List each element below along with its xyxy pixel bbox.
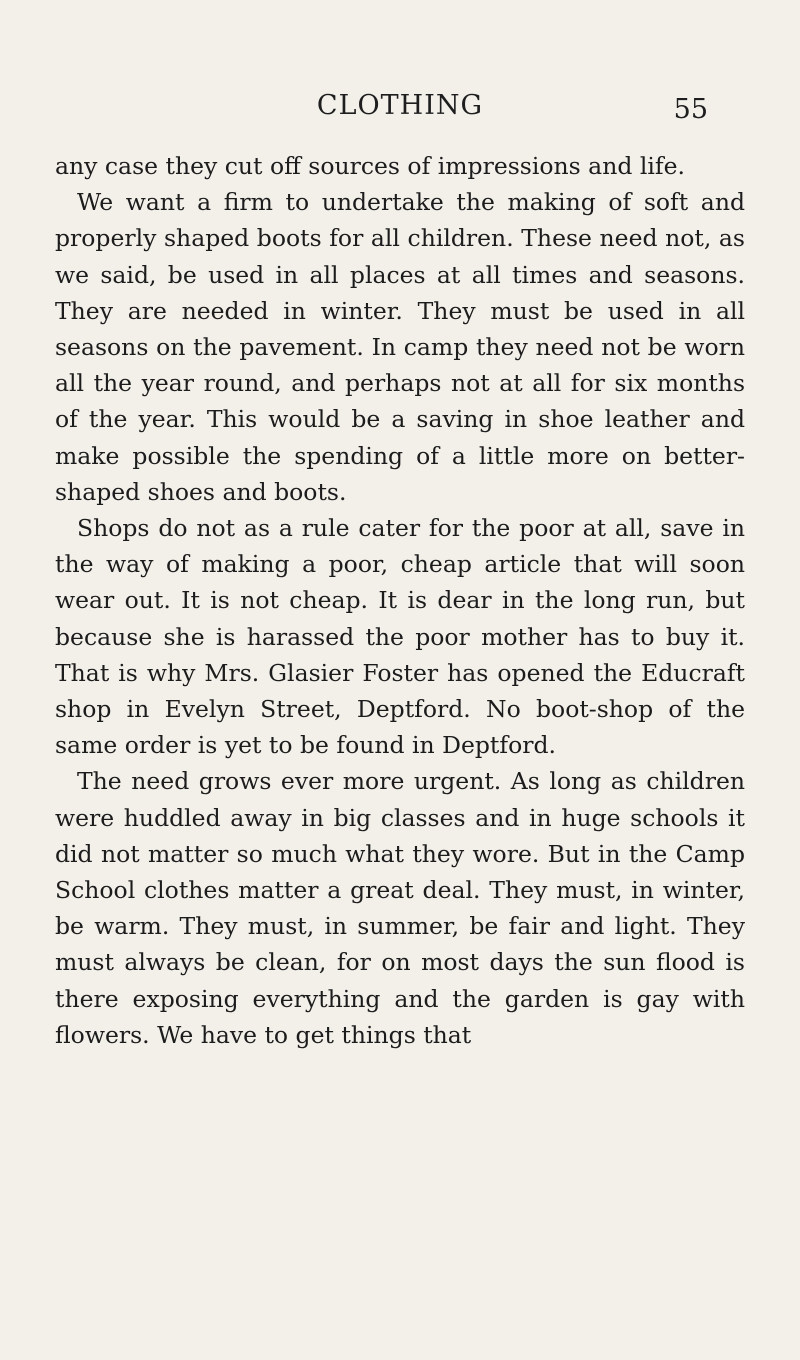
page-header [0,90,800,130]
body-text [55,148,745,1053]
paragraph: any case they cut off sources of impressions and life. [55,152,685,180]
page-number: 55 [673,94,708,125]
running-head: CLOTHING [316,90,484,121]
paragraph: We want a firm to undertake the making of soft and properly shaped boots for all children. These need not, as we said, be used in all places at all times and seasons. They are needed in winter. They must be used in all seasons on the pavement. In camp they need not be worn all the year round, and perhaps not at all for six months of the year. This would be a saving in shoe leather and make possible the spending of a little more on better-shaped shoes and boots. [55,188,745,506]
paragraph: The need grows ever more urgent. As long as children were huddled away in big classes and in huge schools it did not matter so much what they wore. But in the Camp School clothes matter a great deal. They must, in winter, be warm. They must, in summer, be fair and light. They must always be clean, for on most days the sun flood is there exposing everything and the garden is gay with flowers. We have to get things that [55,767,745,1049]
paragraph: Shops do not as a rule cater for the poor at all, save in the way of making a poor, cheap article that will soon wear out. It is not cheap. It is dear in the long run, but because she is harassed the poor mother has to buy it. That is why Mrs. Glasier Foster has opened the Educraft shop in Evelyn Street, Deptford. No boot-shop of the same order is yet to be found in Deptford. [55,514,745,760]
